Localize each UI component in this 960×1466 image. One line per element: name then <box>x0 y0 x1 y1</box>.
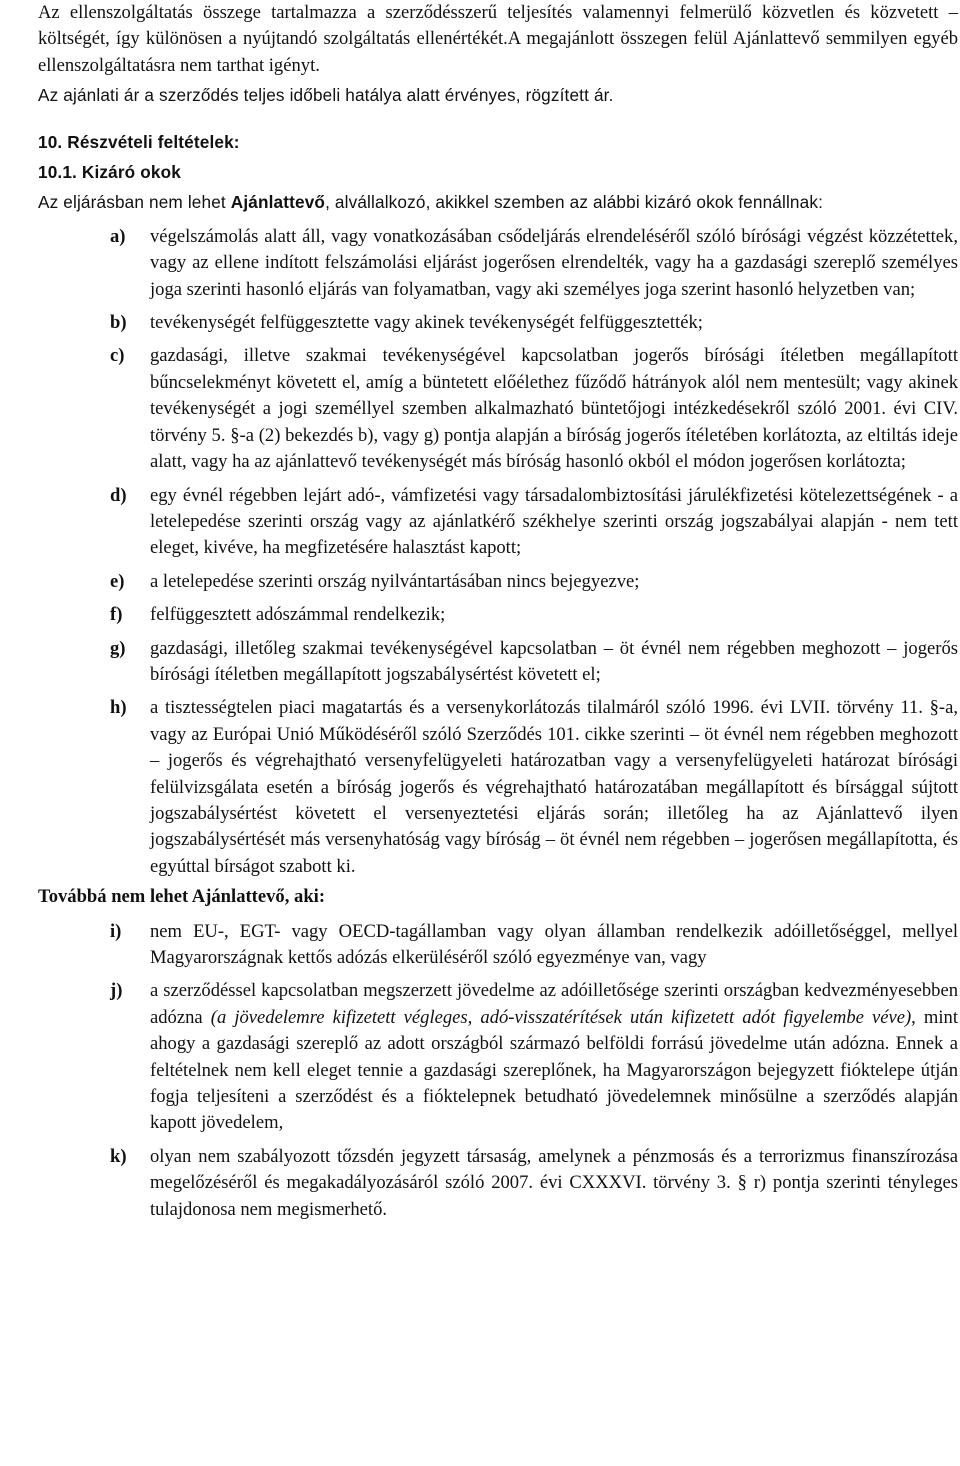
further-exclusions-heading: Továbbá nem lehet Ajánlattevő, aki: <box>38 886 326 908</box>
lead-text-after: , alvállalkozó, akikkel szemben az alábbi kizáró okok fennállnak: <box>325 192 824 213</box>
item-text: nem EU-, EGT- vagy OECD-tagállamban vagy olyan államban rendelkezik adóilletőséggel, mellyel Magyarországnak kettős adózás elkerüléséről szóló egyezménye van, vagy <box>150 920 958 968</box>
item-text: a letelepedése szerinti ország nyilvántartásában nincs bejegyezve; <box>150 570 640 592</box>
item-text: tevékenységét felfüggesztette vagy akinek tevékenységét felfüggesztették; <box>150 312 703 334</box>
item-label: h) <box>110 697 127 719</box>
exclusion-lead-paragraph <box>38 189 958 215</box>
exclusion-item-e <box>38 569 958 595</box>
item-label: b) <box>110 312 127 334</box>
item-label: i) <box>110 920 122 942</box>
exclusion-item-k <box>38 1144 958 1223</box>
item-text: a tisztességtelen piaci magatartás és a versenykorlátozás tilalmáról szóló 1996. évi LVII. törvény 11. §-a, vagy az Európai Unió Működéséről szóló Szerződés 101. cikke szerinti – öt évnél nem régebben meghozott – jogerős és végrehajtható versenyfelügyeleti határozatban vagy a versenyfelügyeleti határozat bírósági felülvizsgálata esetén a bíróság jogerős és végrehajtható határozatában megállapított és bírsággal sújtott jogszabálysértést követett el versenyeztetési eljárás során; illetőleg ha az Ajánlattevő ilyen jogszabálysértését más versenyhatóság vagy bíróság – öt évnél nem régebben – jogerősen megállapította, és egyúttal bírságot szabott ki. <box>150 697 958 877</box>
item-label: e) <box>110 570 125 592</box>
lead-text-before: Az eljárásban nem lehet <box>38 192 231 213</box>
item-text-italic: (a jövedelemre kifizetett végleges, adó-visszatérítések után kifizetett adót figyelembe véve) <box>210 1006 912 1028</box>
item-label: j) <box>110 980 123 1002</box>
item-text: gazdasági, illetőleg szakmai tevékenységével kapcsolatban – öt évnél nem régebben meghozott – jogerős bírósági ítéletben megállapított jogszabálysértést követett el; <box>150 637 958 685</box>
exclusion-item-g <box>38 636 958 689</box>
price-paragraph: Az ajánlati ár a szerződés teljes időbeli hatálya alatt érvényes, rögzített ár. <box>38 85 614 106</box>
exclusion-item-a <box>38 224 958 303</box>
item-label: g) <box>110 637 126 659</box>
item-label: c) <box>110 345 125 367</box>
item-text: olyan nem szabályozott tőzsdén jegyzett társaság, amelynek a pénzmosás és a terrorizmus finanszírozása megelőzéséről és megakadályozásáról szóló 2007. évi CXXXVI. törvény 3. § r) pontja szerinti tényleges tulajdonosa nem megismerhető. <box>150 1145 958 1220</box>
item-text: gazdasági, illetve szakmai tevékenységével kapcsolatban jogerős bírósági ítéletben megállapított bűncselekményt követett el, amíg a büntetett előélethez fűződő hátrányok alól nem mentesült; vagy akinek tevékenységét a jogi személlyel szemben alkalmazható büntetőjogi intézkedésekről szóló 2001. évi CIV. törvény 5. §-a (2) bekezdés b), vagy g) pontja alapján a bíróság jogerős ítéletében korlátozta, az eltiltás ideje alatt, vagy ha az ajánlattevő tevékenységét más bíróság hasonló okból el módon jogerősen korlátozta; <box>150 345 958 473</box>
item-text-before: a szerződéssel kapcsolatban megszerzett jövedelme az adóilletősége szerinti országban kedvezményesebben adózna <box>150 980 958 1028</box>
exclusion-item-j <box>38 978 958 1136</box>
item-text: egy évnél régebben lejárt adó-, vámfizetési vagy társadalombiztosítási járulékfizetési kötelezettségének - a letelepedése szerinti ország vagy az ajánlatkérő székhelye szerinti ország jogszabályai alapján - nem tett eleget, kivéve, ha megfizetésére halasztást kapott; <box>150 484 958 559</box>
exclusion-item-b <box>38 310 958 336</box>
exclusion-item-c <box>38 343 958 475</box>
subsection-heading: 10.1. Kizáró okok <box>38 162 181 183</box>
item-label: d) <box>110 484 127 506</box>
exclusion-item-d <box>38 483 958 562</box>
item-text: végelszámolás alatt áll, vagy vonatkozásában csődeljárás elrendeléséről szóló bírósági végzést közzétettek, vagy az ellene indított felszámolási eljárást jogerősen elrendelték, vagy ha a gazdasági szereplő személyes joga szerinti hasonló eljárás van folyamatban, vagy aki személyes joga szerint hasonló helyzetben van; <box>150 225 958 300</box>
exclusion-item-f <box>38 602 958 628</box>
intro-paragraph: Az ellenszolgáltatás összege tartalmazza a szerződésszerű teljesítés valamennyi felmerülő közvetlen és közvetett – költségét, így különösen a nyújtandó szolgáltatás ellenértékét.A megajánlott összegen felül Ajánlattevő semmilyen egyéb ellenszolgáltatásra nem tarthat igényt. <box>38 2 958 76</box>
item-label: a) <box>110 225 126 247</box>
item-label: f) <box>110 604 123 626</box>
item-text: felfüggesztett adószámmal rendelkezik; <box>150 604 446 626</box>
exclusion-item-h <box>38 695 958 880</box>
exclusion-item-i <box>38 919 958 972</box>
item-label: k) <box>110 1145 127 1167</box>
section-heading: 10. Részvételi feltételek: <box>38 131 240 152</box>
lead-text-bidder: Ajánlattevő <box>230 192 326 213</box>
item-text-after: , mint ahogy a gazdasági szereplő az adott országból származó belföldi forrású jövedelme után adózna. Ennek a feltételnek nem kell eleget tennie a gazdasági szereplőnek, ha Magyarországon bejegyzett fióktelepe útján fogja teljesíteni a szerződést és a fióktelepnek betudható jövedelemnek minősülne a szerződés alapján kapott jövedelem, <box>150 1006 958 1134</box>
